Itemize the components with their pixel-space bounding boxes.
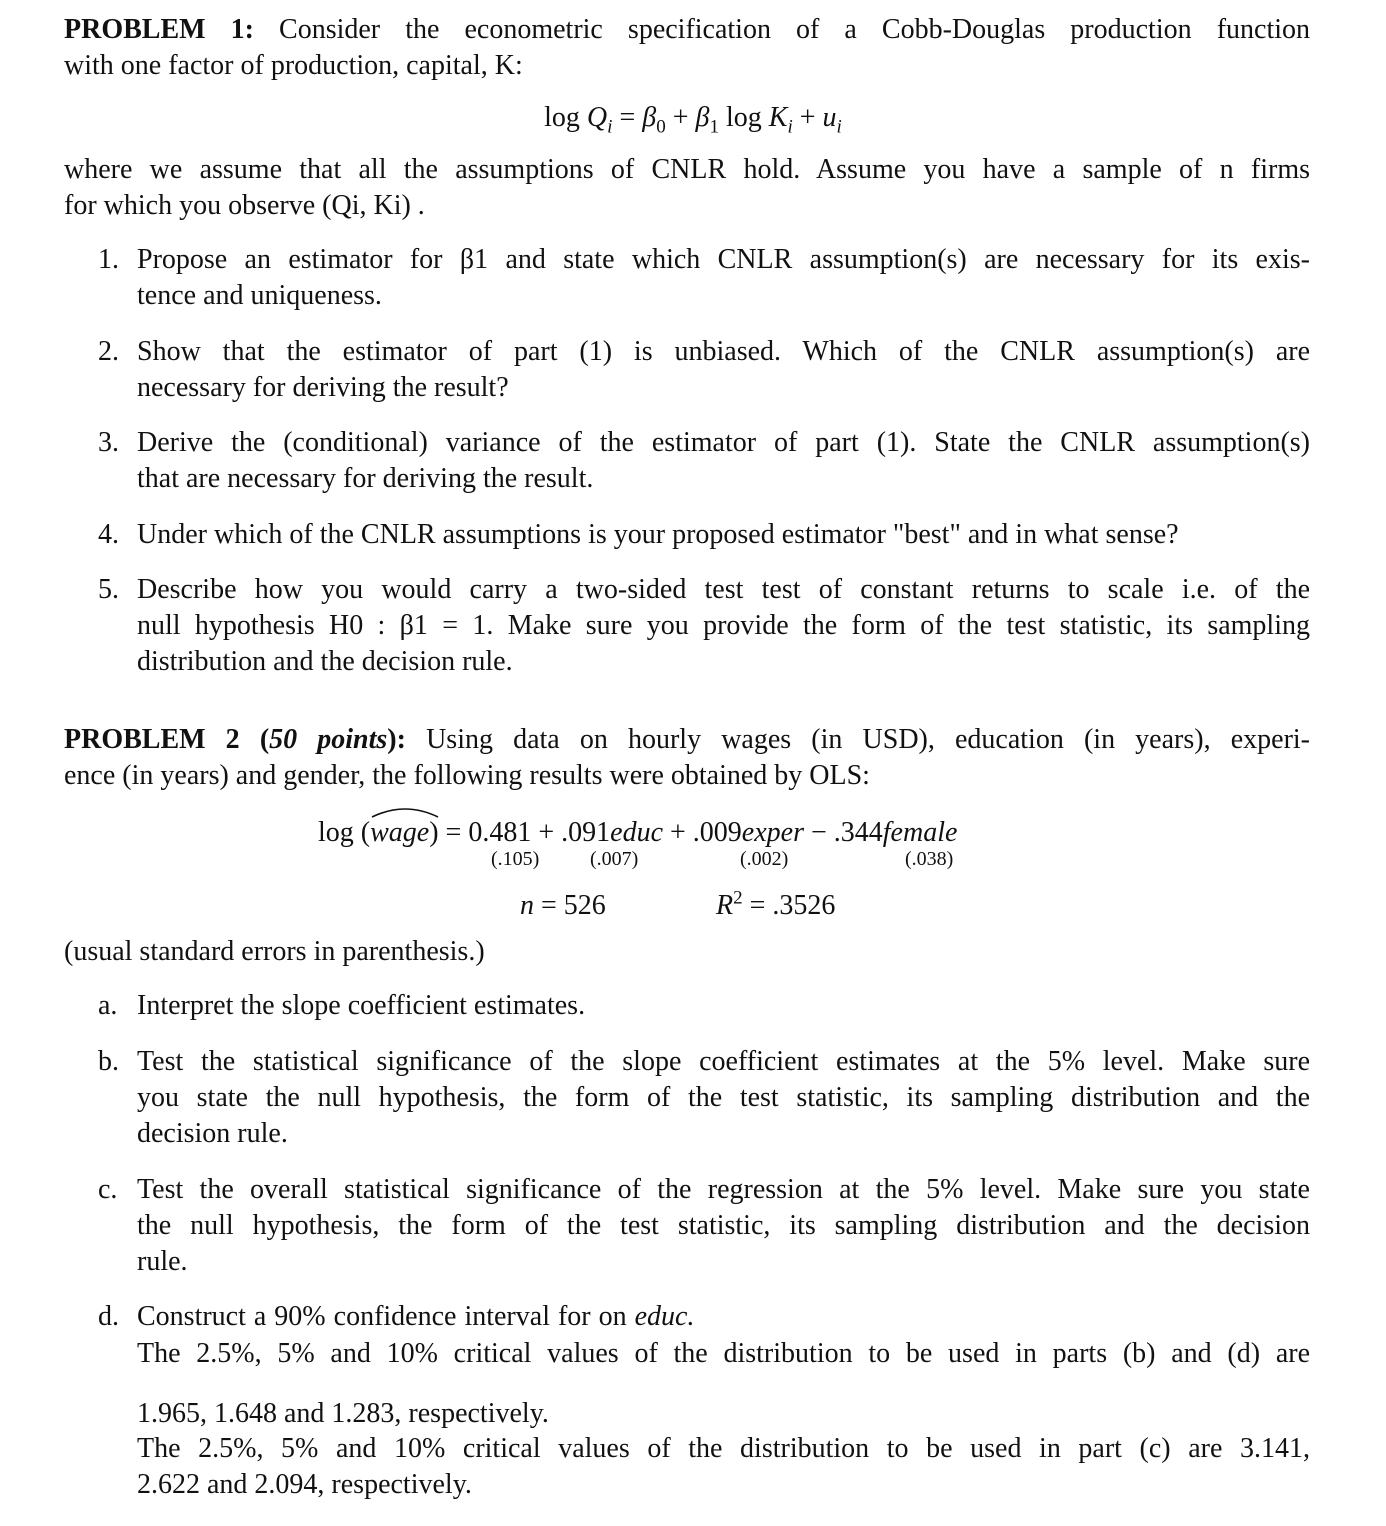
problem2-intro-text-2: ence (in years) and gender, the following results were obtained by OLS:: [64, 760, 870, 791]
regression-female-coef: .344: [833, 817, 883, 848]
regression-educ-coef: .091: [561, 817, 611, 848]
problem1-item-1-number: 1.: [98, 244, 119, 275]
widehat-icon: [370, 805, 440, 819]
problem2-item-c-line-1: Test the overall statistical significance of the regression at the 5% level. Make sure you state: [137, 1174, 1310, 1205]
regression-equation: log ( wage) = 0.481 + .091educ + .009exper − .344female: [318, 815, 957, 851]
problem1-item-2-line-2: necessary for deriving the result?: [137, 372, 509, 403]
regression-exper-coef: .009: [692, 817, 742, 848]
regression-n: n = 526: [520, 890, 606, 921]
problem1-item-5-number: 5.: [98, 574, 119, 605]
problem1-item-5-line-1: Describe how you would carry a two-sided test test of constant returns to scale i.e. of the: [137, 574, 1310, 605]
regression-lhs-log: log: [318, 817, 354, 848]
problem1-intro-text-2: with one factor of production, capital, K:: [64, 50, 523, 81]
problem1-item-1-line-2: tence and uniqueness.: [137, 280, 382, 311]
problem2-intro-line-1: PROBLEM 2 (50 points): Using data on hourly wages (in USD), education (in years), experi-: [64, 724, 1310, 755]
se-educ: (.007): [590, 848, 639, 870]
problem2-item-c-line-2: the null hypothesis, the form of the test statistic, its sampling distribution and the decision: [137, 1210, 1310, 1241]
regression-lhs-var: wage: [370, 817, 430, 848]
problem2-item-d-line-1-text: Construct a 90% confidence interval for on educ.: [137, 1301, 695, 1332]
problem1-item-4-number: 4.: [98, 519, 119, 550]
problem1-item-5-line-3: distribution and the decision rule.: [137, 646, 513, 677]
problem1-item-3-line-2: that are necessary for deriving the result.: [137, 463, 594, 494]
problem2-item-c-letter: c.: [98, 1174, 118, 1205]
problem1-intro-text-1: Consider the econometric specification of a Cobb-Douglas production function: [279, 14, 1310, 45]
problem1-item-4-line-1: Under which of the CNLR assumptions is your proposed estimator "best" and in what sense?: [137, 519, 1179, 550]
problem2-item-d-letter: d.: [98, 1301, 119, 1332]
problem1-after-line-1: [64, 152, 1310, 188]
problem2-item-b-line-2: you state the null hypothesis, the form of the test statistic, its sampling distribution and the: [137, 1082, 1310, 1113]
problem2-item-d-line-3: 1.965, 1.648 and 1.283, respectively.: [137, 1398, 549, 1429]
problem2-item-d-line-4: The 2.5%, 5% and 10% critical values of the distribution to be used in part (c) are 3.141,: [137, 1433, 1310, 1464]
problem1-item-2-number: 2.: [98, 336, 119, 367]
problem2-heading: PROBLEM 2: [64, 724, 240, 755]
problem2-item-d-line-5: 2.622 and 2.094, respectively.: [137, 1469, 472, 1500]
problem2-item-b-line-1: Test the statistical significance of the slope coefficient estimates at the 5% level. Make sure: [137, 1046, 1310, 1077]
problem1-after-text-1: where we assume that all the assumptions of CNLR hold. Assume you have a sample of n firms: [64, 154, 1310, 185]
problem2-item-c-line-3: rule.: [137, 1246, 188, 1277]
problem1-intro-line-1: [64, 12, 1310, 48]
regression-intercept: 0.481: [468, 817, 532, 848]
problem1-item-2-line-1: Show that the estimator of part (1) is unbiased. Which of the CNLR assumption(s) are: [137, 336, 1310, 367]
problem1-item-3-line-1: Derive the (conditional) variance of the estimator of part (1). State the CNLR assumption(s): [137, 427, 1310, 458]
problem1-item-5-line-2: null hypothesis H0 : β1 = 1. Make sure you provide the form of the test statistic, its sampling: [137, 610, 1310, 641]
problem1-heading: PROBLEM 1:: [64, 14, 254, 45]
problem1-after-text-2: for which you observe (Qi, Ki) .: [64, 190, 425, 221]
problem2-item-d-line-1: [137, 1299, 694, 1335]
problem2-note: (usual standard errors in parenthesis.): [64, 936, 485, 967]
problem2-intro-line-2: [64, 758, 870, 794]
regression-r2: $R^2 = .3526$: [716, 887, 836, 921]
problem2-item-a-letter: a.: [98, 990, 118, 1021]
problem1-equation: $\log Q_i = \beta_0 + \beta_1$ $\log K_i + u_i$: [544, 102, 842, 138]
regression-n-value: 526: [563, 890, 606, 921]
se-female: (.038): [905, 848, 954, 870]
problem1-item-1-line-1: Propose an estimator for β1 and state which CNLR assumption(s) are necessary for its exis-: [137, 244, 1310, 275]
problem1-after-line-2: [64, 188, 425, 224]
se-exper: (.002): [740, 848, 789, 870]
problem2-item-b-line-3: decision rule.: [137, 1118, 288, 1149]
problem2-item-a-line-1: Interpret the slope coefficient estimates.: [137, 990, 586, 1021]
problem2-intro-text-1: Using data on hourly wages (in USD), education (in years), experi-: [426, 724, 1310, 755]
problem1-intro-line-2: [64, 48, 523, 84]
problem1-item-3-number: 3.: [98, 427, 119, 458]
se-intercept: (.105): [491, 848, 540, 870]
problem2-item-b-letter: b.: [98, 1046, 119, 1077]
regression-lhs-hat: [370, 815, 429, 851]
problem2-points: 50 points: [269, 724, 388, 755]
regression-r2-value: .3526: [772, 890, 836, 921]
problem2-item-d-line-2: The 2.5%, 5% and 10% critical values of the distribution to be used in parts (b) and (d) are: [137, 1338, 1310, 1369]
